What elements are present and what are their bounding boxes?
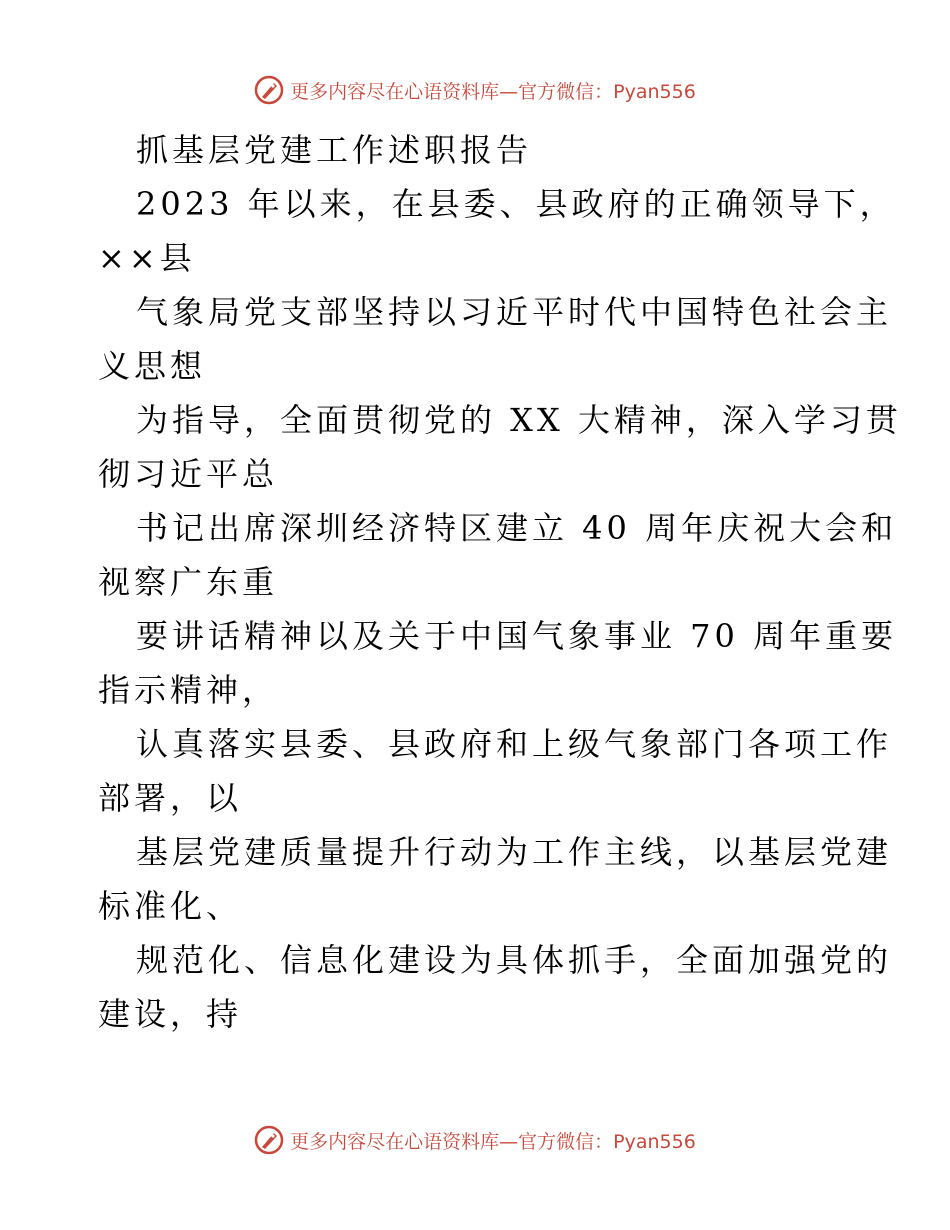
document-line: 2023 年以来，在县委、县政府的正确领导下， [136,185,896,223]
header-watermark-text: 更多内容尽在心语资料库—官方微信：Pyan556 [290,80,696,103]
document-line: 义思想 [98,347,207,385]
document-line: 标准化、 [98,887,243,925]
document-line: 书记出席深圳经济特区建立 40 周年庆祝大会和 [136,509,898,547]
pen-nib-logo-icon [254,75,284,105]
document-line: 建设，持 [98,995,243,1033]
pen-nib-logo-icon [254,1125,284,1155]
document-paragraph [98,177,902,1041]
document-line: 气象局党支部坚持以习近平时代中国特色社会主 [136,293,893,331]
header-watermark-banner [0,70,950,110]
document-line: 部署，以 [98,779,243,817]
document-title: 抓基层党建工作述职报告 [136,131,533,169]
footer-watermark-banner [0,1120,950,1160]
document-line: 指示精神， [98,671,279,709]
document-line: 彻习近平总 [98,455,279,493]
document-line: 认真落实县委、县政府和上级气象部门各项工作 [136,725,893,763]
footer-watermark-text: 更多内容尽在心语资料库—官方微信：Pyan556 [290,1130,696,1153]
document-line: 为指导，全面贯彻党的 XX 大精神，深入学习贯 [136,401,902,439]
document-line: 要讲话精神以及关于中国气象事业 70 周年重要 [136,617,898,655]
document-body [98,123,902,1041]
document-line: 基层党建质量提升行动为工作主线，以基层党建 [136,833,893,871]
document-line: 规范化、信息化建设为具体抓手，全面加强党的 [136,941,893,979]
document-line: 视察广东重 [98,563,279,601]
document-line: ××县 [98,239,196,277]
